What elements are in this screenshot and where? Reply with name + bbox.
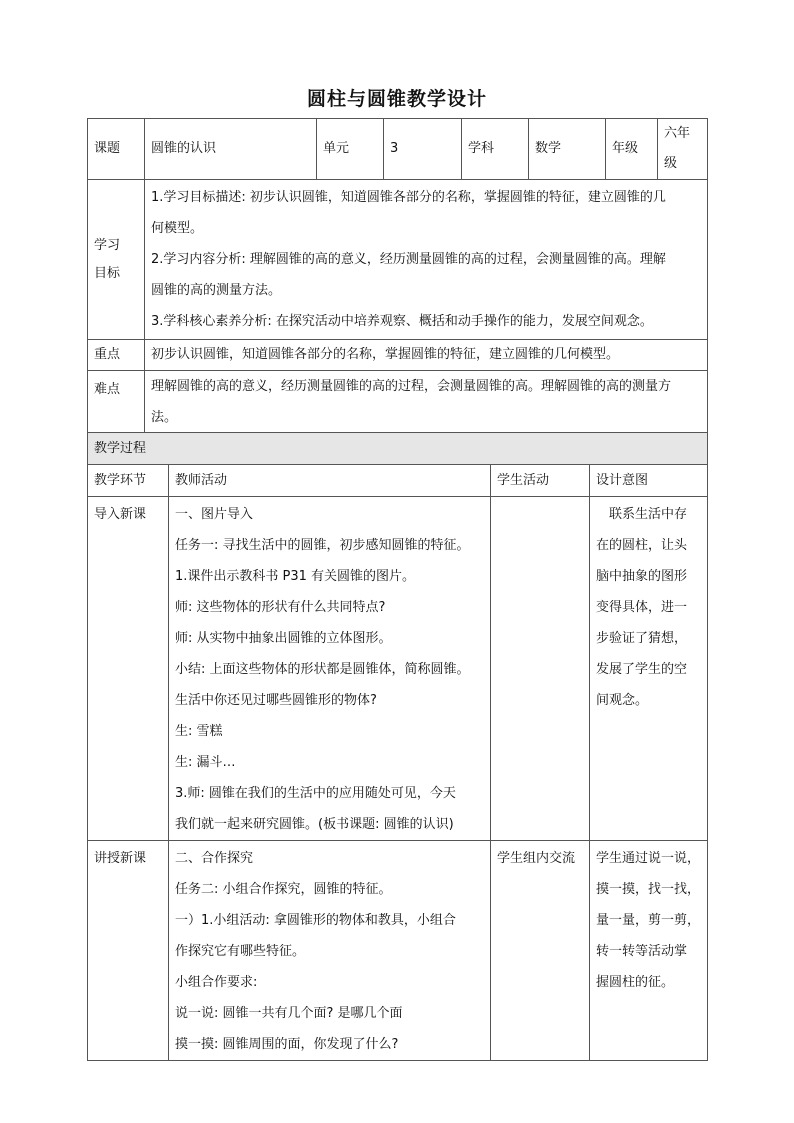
info-row-difficulty [88, 371, 708, 434]
teacher-line: 小结: 上面这些物体的形状都是圆锥体，简称圆锥。 [175, 662, 470, 677]
intent-line: 发展了学生的空 [596, 662, 688, 677]
intent-line: 变得具体，进一 [596, 600, 688, 615]
teacher-line: 1.课件出示教科书 P31 有关圆锥的图片。 [175, 569, 416, 584]
teacher-line: 生: 雪糕 [175, 724, 223, 739]
column-header-student: 学生活动 [491, 465, 590, 497]
teacher-line: 生: 漏斗… [175, 755, 236, 770]
info-row-key [88, 340, 708, 371]
teacher-line: 生活中你还见过哪些圆锥形的物体? [175, 693, 377, 708]
teacher-line: 师: 这些物体的形状有什么共同特点? [175, 600, 386, 615]
teacher-line: 一）1.小组活动: 拿圆锥形的物体和教具，小组合 [175, 913, 456, 928]
goals-label [88, 180, 145, 340]
intent-line: 间观念。 [596, 693, 649, 708]
difficulty-label: 难点 [88, 371, 145, 434]
design-intent-cell [590, 841, 708, 1061]
process-header-row [88, 433, 708, 465]
difficulty-line: 法。 [151, 410, 178, 425]
teacher-line: 二、合作探究 [175, 851, 254, 866]
teaching-process-table [87, 432, 708, 1061]
teacher-line: 我们就一起来研究圆锥。(板书课题: 圆锥的认识) [175, 817, 454, 832]
goal-line: 1.学习目标描述: 初步认识圆锥，知道圆锥各部分的名称，掌握圆锥的特征，建立圆锥的几 [151, 190, 666, 205]
column-header-teacher: 教师活动 [169, 465, 491, 497]
difficulty-line: 理解圆锥的高的意义，经历测量圆锥的高的过程，会测量圆锥的高。理解圆锥的高的测量方 [151, 379, 672, 394]
student-activity-cell: 学生组内交流 [491, 841, 590, 1061]
intent-line: 摸一摸，找一找， [596, 882, 701, 897]
teacher-activity-cell [169, 497, 491, 841]
goals-label-line-1: 学习 [94, 237, 121, 253]
goals-content [145, 180, 708, 340]
topic-value: 圆锥的认识 [145, 119, 317, 180]
teacher-line: 摸一摸: 圆锥周围的面，你发现了什么? [175, 1037, 399, 1052]
key-label: 重点 [88, 340, 145, 371]
teacher-line: 任务一: 寻找生活中的圆锥，初步感知圆锥的特征。 [175, 538, 470, 553]
intent-line: 联系生活中存 [596, 507, 688, 522]
process-column-headers [88, 465, 708, 497]
subject-value: 数学 [529, 119, 606, 180]
intent-line: 量一量，剪一剪， [596, 913, 701, 928]
info-row-goals [88, 180, 708, 340]
teacher-line: 一、图片导入 [175, 507, 254, 522]
lesson-info-table [87, 118, 708, 434]
document-title: 圆柱与圆锥教学设计 [306, 88, 487, 110]
intent-line: 学生通过说一说， [596, 851, 701, 866]
goal-line: 圆锥的高的测量方法。 [151, 283, 282, 298]
design-intent-cell [590, 497, 708, 841]
student-activity-cell [491, 497, 590, 841]
unit-label: 单元 [317, 119, 384, 180]
teacher-line: 小组合作要求: [175, 975, 258, 990]
column-header-intent: 设计意图 [590, 465, 708, 497]
stage-cell: 导入新课 [88, 497, 169, 841]
intent-line: 步验证了猜想， [596, 631, 688, 646]
topic-label: 课题 [88, 119, 145, 180]
column-header-stage: 教学环节 [88, 465, 169, 497]
grade-label: 年级 [606, 119, 658, 180]
teacher-line: 师: 从实物中抽象出圆锥的立体图形。 [175, 631, 392, 646]
difficulty-content [145, 371, 708, 434]
goal-line: 2.学习内容分析: 理解圆锥的高的意义，经历测量圆锥的高的过程，会测量圆锥的高。理解 [151, 252, 666, 267]
subject-label: 学科 [462, 119, 529, 180]
intent-line: 在的圆柱，让头 [596, 538, 688, 553]
teacher-line: 说一说: 圆锥一共有几个面? 是哪几个面 [175, 1006, 403, 1021]
grade-value: 六年级 [658, 119, 708, 180]
intent-line: 转一转等活动掌 [596, 944, 688, 959]
goal-line: 何模型。 [151, 221, 204, 236]
goal-line: 3.学科核心素养分析: 在探究活动中培养观察、概括和动手操作的能力，发展空间观念。 [151, 314, 653, 329]
stage-cell: 讲授新课 [88, 841, 169, 1061]
teacher-activity-cell [169, 841, 491, 1061]
info-row-topic [88, 119, 708, 180]
teacher-line: 作探究它有哪些特征。 [175, 944, 306, 959]
teacher-line: 任务二: 小组合作探究，圆锥的特征。 [175, 882, 392, 897]
unit-value: 3 [384, 119, 462, 180]
intent-line: 脑中抽象的图形 [596, 569, 688, 584]
goals-label-line-2: 目标 [94, 265, 121, 281]
process-row-new-lesson [88, 841, 708, 1061]
process-header: 教学过程 [88, 433, 708, 465]
process-row-intro [88, 497, 708, 841]
intent-line: 握圆柱的征。 [596, 975, 675, 990]
teacher-line: 3.师: 圆锥在我们的生活中的应用随处可见，今天 [175, 786, 456, 801]
key-text: 初步认识圆锥，知道圆锥各部分的名称，掌握圆锥的特征，建立圆锥的几何模型。 [145, 340, 708, 371]
